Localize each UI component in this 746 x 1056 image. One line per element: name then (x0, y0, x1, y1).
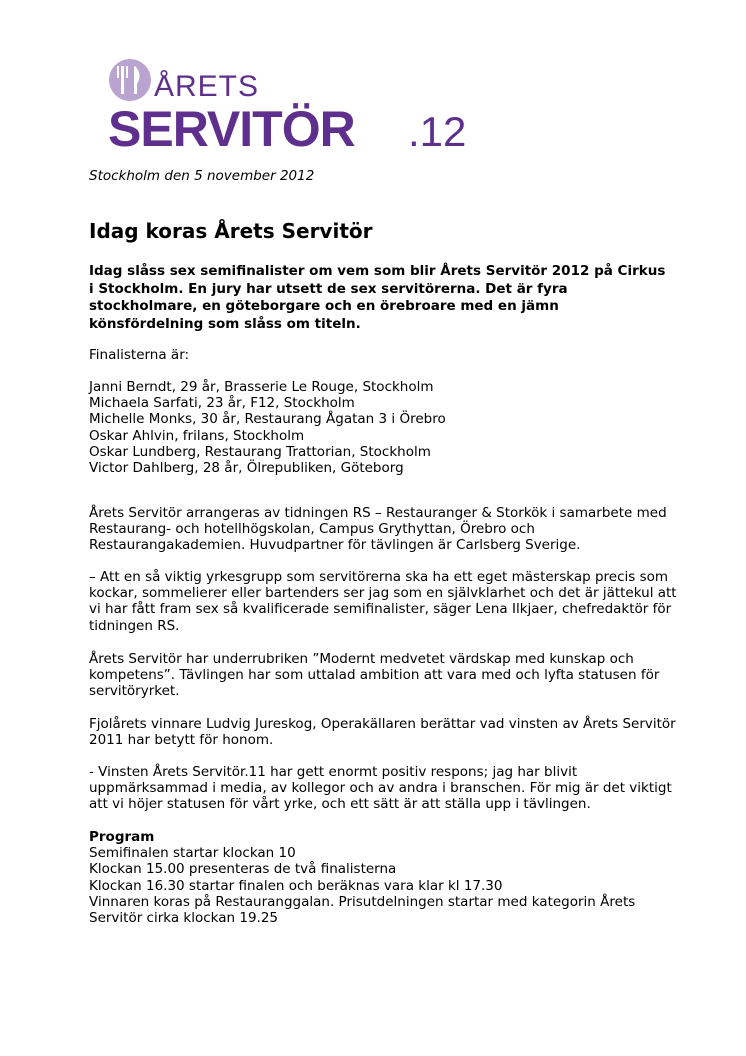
finalist-item: Janni Berndt, 29 år, Brasserie Le Rouge, Stockholm (89, 379, 434, 395)
paragraph-organizers: Årets Servitör arrangeras av tidningen RS – Restauranger & Storkök i samarbete med Restaurang- och hotellhögskolan, Campus Grythyttan, Örebro och Restaurangakademien. Huvudpartner för tävlingen är Carlsberg Sverige. (89, 505, 667, 554)
program-item: Semifinalen startar klockan 10 (89, 845, 296, 862)
page-title: Idag koras Årets Servitör (89, 219, 373, 243)
program-item: Klockan 15.00 presenteras de två finalisterna (89, 861, 397, 878)
logo-line2: SERVITÖR (108, 101, 355, 154)
finalist-item: Oskar Ahlvin, frilans, Stockholm (89, 427, 305, 444)
logo (108, 58, 478, 154)
finalist-item: Michelle Monks, 30 år, Restaurang Ågatan 3 i Örebro (89, 411, 446, 428)
program-section (89, 829, 679, 926)
finalist-item: Oskar Lundberg, Restaurang Trattorian, Stockholm (89, 443, 431, 460)
lead-paragraph: Idag slåss sex semifinalister om vem som blir Årets Servitör 2012 på Cirkus i Stockholm. En jury har utsett de sex servitörerna. Det är fyra stockholmare, en göteborgare och en örebroare med en jämn könsfördelning som slåss om titeln. (89, 263, 666, 332)
finalist-item: Victor Dahlberg, 28 år, Ölrepubliken, Göteborg (89, 460, 404, 477)
finalists-list (89, 379, 679, 476)
program-item: Vinnaren koras på Restauranggalan. Prisutdelningen startar med kategorin Årets Servitör cirka klockan 19.25 (89, 893, 636, 927)
logo-graphic (108, 58, 478, 154)
finalist-item: Michaela Sarfati, 23 år, F12, Stockholm (89, 395, 355, 412)
paragraph-last-winner: Fjolårets vinnare Ludvig Jureskog, Operakällaren berättar vad vinsten av Årets Servitör 2011 har betytt för honom. (89, 716, 676, 749)
logo-line1: ÅRETS (154, 70, 260, 103)
program-heading: Program (89, 829, 155, 845)
fork-knife-icon (109, 59, 151, 101)
program-item: Klockan 16.30 startar finalen och beräknas vara klar kl 17.30 (89, 877, 503, 894)
dateline: Stockholm den 5 november 2012 (89, 168, 315, 184)
finalists-intro: Finalisterna är: (89, 347, 190, 363)
paragraph-quote-lena: – Att en så viktig yrkesgrupp som servitörerna ska ha ett eget mästerskap precis som kockar, sommelierer eller bartenders ser jag som en självklarhet och det är jättekul att vi har fått fram sex så kvalificerade semifinalister, säger Lena Ilkjaer, chefredaktör för tidningen RS. (89, 569, 677, 634)
paragraph-subtitle: Årets Servitör har underrubriken ”Modernt medvetet värdskap med kunskap och kompetens”. Tävlingen har som uttalad ambition att vara med och lyfta statusen för servitöryrket. (89, 651, 660, 700)
paragraph-quote-ludvig: - Vinsten Årets Servitör.11 har gett enormt positiv respons; jag har blivit uppmärksammad i media, av kollegor och av andra i branschen. För mig är det viktigt att vi höjer statusen för vårt yrke, och ett sätt är att ställa upp i tävlingen. (89, 764, 672, 813)
logo-year: .12 (408, 108, 467, 154)
